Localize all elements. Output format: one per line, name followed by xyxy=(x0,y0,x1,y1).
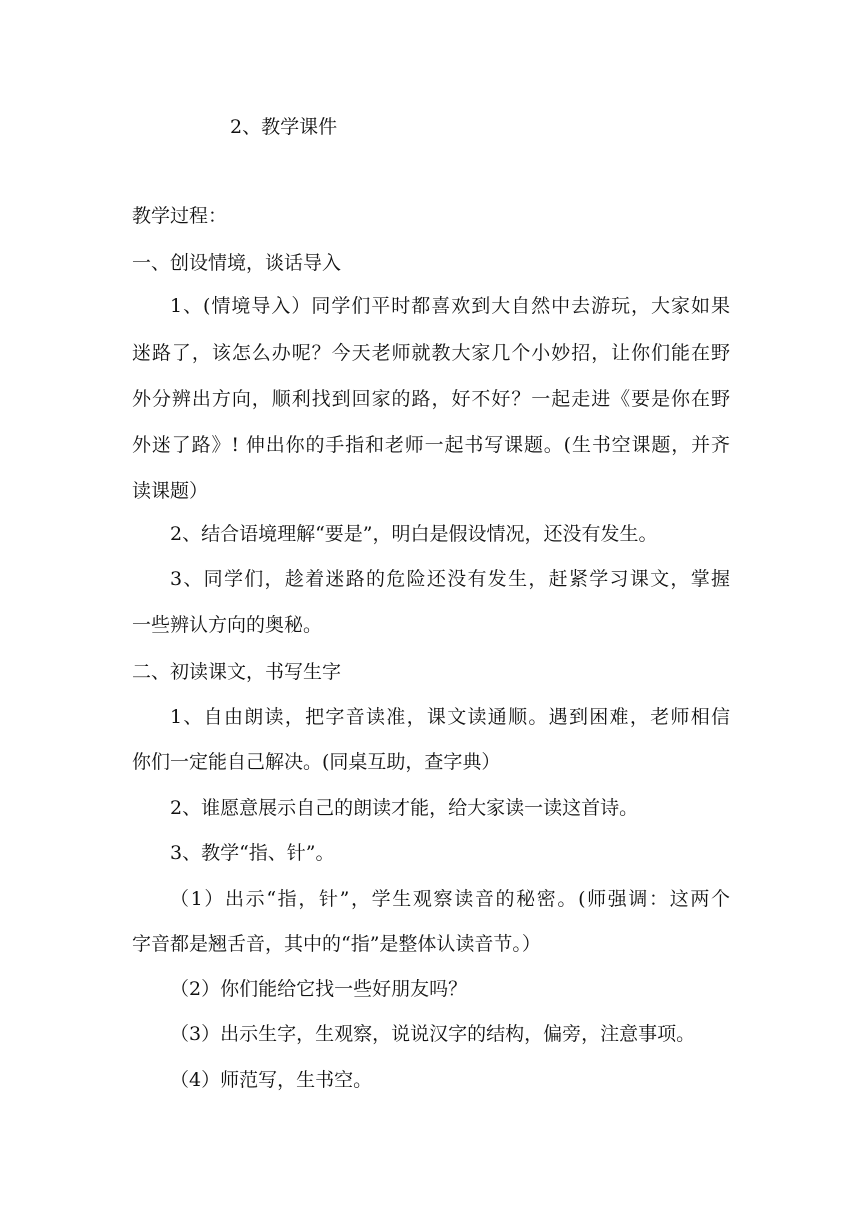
section-1-paragraph-3-line: 3、同学们，趁着迷路的危险还没有发生，赶紧学习课文，掌握 xyxy=(170,568,730,590)
section-2-subitem-1-line: 字音都是翘舌音，其中的“指”是整体认读音节。） xyxy=(132,933,541,955)
materials-item: 2、教学课件 xyxy=(230,116,338,138)
section-2-paragraph-2: 2、谁愿意展示自己的朗读才能，给大家读一读这首诗。 xyxy=(170,797,639,819)
section-2-paragraph-1-line: 你们一定能自己解决。(同桌互助，查字典） xyxy=(132,751,501,773)
section-2-subitem-2: （2）你们能给它找一些好朋友吗？ xyxy=(170,978,468,1000)
section-1-paragraph-1-line: 迷路了，该怎么办呢？今天老师就教大家几个小妙招，让你们能在野 xyxy=(132,342,730,364)
section-2-subitem-3: （3）出示生字，生观察，说说汉字的结构，偏旁，注意事项。 xyxy=(170,1023,696,1045)
section-2-subitem-4: （4）师范写，生书空。 xyxy=(170,1069,373,1091)
section-1-paragraph-1-line: 外分辨出方向，顺利找到回家的路，好不好？一起走进《要是你在野 xyxy=(132,388,730,410)
section-2-paragraph-3: 3、教学“指、针”。 xyxy=(170,842,335,864)
section-1-paragraph-3-line: 一些辨认方向的奥秘。 xyxy=(132,614,323,636)
section-1-paragraph-1-line: 读课题） xyxy=(132,480,209,502)
section-1-paragraph-1-line: 外迷了路》! 伸出你的手指和老师一起书写课题。(生书空课题，并齐 xyxy=(132,434,730,456)
section-2-subitem-1-line: （1）出示“指，针”，学生观察读音的秘密。(师强调：这两个 xyxy=(170,888,730,910)
section-1-paragraph-2: 2、结合语境理解“要是”，明白是假设情况，还没有发生。 xyxy=(170,523,658,545)
section-1-heading: 一、创设情境，谈话导入 xyxy=(132,252,342,274)
section-2-paragraph-1-line: 1、自由朗读，把字音读准，课文读通顺。遇到困难，老师相信 xyxy=(170,706,730,728)
section-2-heading: 二、初读课文，书写生字 xyxy=(132,661,342,683)
process-heading: 教学过程： xyxy=(132,205,228,227)
section-1-paragraph-1-line: 1、(情境导入）同学们平时都喜欢到大自然中去游玩，大家如果 xyxy=(170,295,730,317)
